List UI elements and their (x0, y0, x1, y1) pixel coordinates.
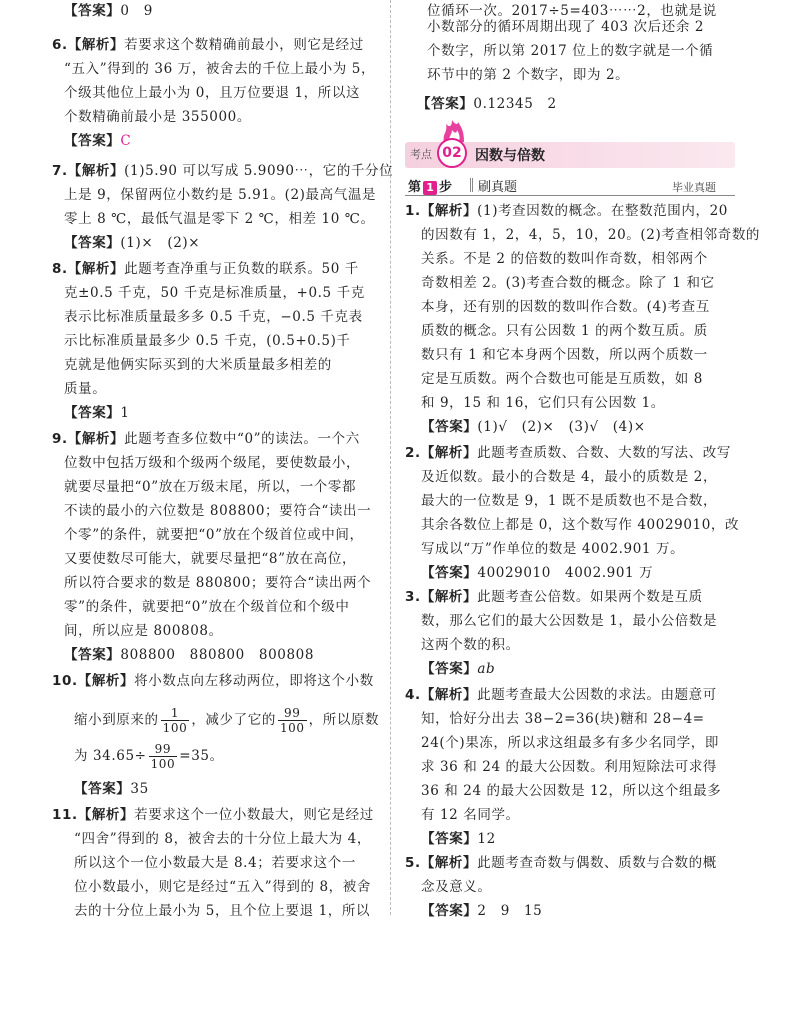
text-line (421, 658, 495, 680)
text-span: 克±0.5 千克，50 千克是标准质量，+0.5 千克 (64, 285, 365, 301)
text-line (64, 354, 332, 376)
text-span: 小数部分的循环周期出现了 403 次后还余 2 (427, 19, 705, 35)
text-span: 此题考查奇数与偶数、质数与合数的概 (477, 855, 717, 871)
text-line (405, 684, 717, 706)
denominator: 100 (279, 721, 305, 735)
step-separator (470, 178, 473, 192)
answer-tag: 【答案】 (64, 235, 121, 251)
text-line (74, 742, 224, 771)
text-span: 此题考查多位数中“0”的读法。一个六 (124, 431, 360, 447)
text-span: 所以符合要求的数是 880800；要符合“读出两个 (64, 575, 372, 591)
answer-tag: 【答案】 (64, 405, 121, 421)
text-span: 去的十分位上最小为 5，且个位上要退 1，所以 (74, 903, 371, 919)
text-span: 质数的概念。只有公因数 1 的两个数互质。质 (421, 323, 708, 339)
text-line (427, 64, 629, 86)
text-line (64, 572, 371, 594)
text-span: 关系。不是 2 的倍数的数叫作奇数，相邻两个 (421, 251, 708, 267)
text-span: (1)考查因数的概念。在整数范围内，20 (477, 203, 728, 219)
question-number: 2. (405, 445, 421, 461)
column-divider (390, 0, 391, 915)
text-span: 质量。 (64, 381, 107, 397)
text-line (64, 500, 371, 522)
text-span: 克就是他俩实际买到的大米质量最多相差的 (64, 357, 332, 373)
text-line (421, 248, 708, 270)
answer-tag: 【解析】 (67, 37, 125, 53)
text-line (421, 538, 684, 560)
text-line (421, 876, 492, 898)
text-span: 缩小到原来的 (74, 712, 159, 728)
text-span: 个数字，所以第 2017 位上的数字就是一个循 (427, 43, 714, 59)
text-span: 1 (120, 405, 130, 421)
question-number: 6. (52, 37, 68, 53)
text-line (64, 402, 130, 424)
text-line (427, 16, 704, 38)
text-line (64, 476, 356, 498)
text-line (421, 634, 520, 656)
question-number: 7. (52, 163, 68, 179)
text-line (421, 756, 717, 778)
text-line (64, 330, 351, 352)
answer-tag: 【答案】 (421, 661, 478, 677)
text-span: 此题考查净重与正负数的联系。50 千 (124, 261, 359, 277)
answer-tag: 【答案】 (74, 781, 131, 797)
answer-tag: 【答案】 (421, 903, 478, 919)
answer-tag: 【答案】 (421, 831, 478, 847)
fraction (278, 706, 307, 735)
text-span: 最大的一位数是 9，1 既不是质数也不是合数， (421, 493, 718, 509)
text-span: “五入”得到的 36 万，被舍去的千位上最小为 5， (64, 61, 376, 77)
text-span: 24(个)果冻，所以求这组最多有多少名同学，即 (421, 735, 720, 751)
text-span: 若要求这个数精确前最小，则它是经过 (124, 37, 364, 53)
text-line (421, 610, 717, 632)
text-span: 的因数有 1，2，4，5，10，20。(2)考查相邻奇数的 (421, 227, 761, 243)
text-span: 表示比标准质量最多多 0.5 千克，−0.5 千克表 (64, 309, 363, 325)
text-line (405, 442, 731, 464)
text-span: 其余各数位上都是 0，这个数写作 40029010，改 (421, 517, 740, 533)
answer-tag: 【答案】 (64, 647, 121, 663)
text-line (64, 106, 251, 128)
answer-tag: 【答案】 (421, 419, 478, 435)
text-span: 36 和 24 的最大公因数是 12，所以这个组最多 (421, 783, 722, 799)
text-line (64, 282, 365, 304)
text-line (421, 828, 496, 850)
answer-tag: 【答案】 (64, 3, 121, 19)
text-line (52, 258, 359, 280)
text-span: 零上 8 ℃，最低气温是零下 2 ℃，相差 10 ℃。 (64, 211, 375, 227)
question-number: 4. (405, 687, 421, 703)
answer-tag: 【解析】 (420, 445, 478, 461)
text-line (421, 416, 646, 438)
text-span: 此题考查公倍数。如果两个数是互质 (477, 589, 703, 605)
text-span: 2 9 15 (477, 903, 543, 919)
text-line (64, 208, 375, 230)
step-number-badge: 1 (423, 181, 437, 195)
answer-tag: 【解析】 (420, 589, 478, 605)
text-span: 上是 9，保留两位小数约是 5.91。(2)最高气温是 (64, 187, 377, 203)
text-span: 环节中的第 2 个数字，即为 2。 (427, 67, 630, 83)
text-line (64, 232, 200, 254)
text-line (421, 804, 520, 826)
answer-tag: 【解析】 (67, 163, 125, 179)
text-span: 又要使数尽可能大，就要尽量把“8”放在高位， (64, 551, 357, 567)
text-span: (1)5.90 可以写成 5.9090⋯，它的千分位 (124, 163, 394, 179)
text-span: C (120, 133, 132, 149)
step-source-label: 毕业真题 (672, 181, 716, 194)
text-line (421, 296, 710, 318)
text-span: 位数中包括万级和个级两个级尾，要使数最小， (64, 455, 361, 471)
text-span: ，所以原数 (308, 712, 380, 728)
text-line (74, 876, 371, 898)
question-number: 5. (405, 855, 421, 871)
text-line (417, 93, 557, 115)
text-line (427, 40, 713, 62)
text-line (421, 780, 721, 802)
answer-tag: 【解析】 (77, 673, 135, 689)
kaodian-label: 考点 (410, 148, 432, 161)
text-span: 定是互质数。两个合数也可能是互质数，如 8 (421, 371, 703, 387)
question-number: 3. (405, 589, 421, 605)
text-span: 若要求这个一位小数最大，则它是经过 (134, 807, 374, 823)
step-suffix: 步 (439, 180, 453, 195)
text-line (74, 828, 371, 850)
text-line (421, 708, 705, 730)
text-span: 间，所以应是 800808。 (64, 623, 223, 639)
text-line (421, 562, 653, 584)
text-span: 数只有 1 和它本身两个因数，所以两个质数一 (421, 347, 708, 363)
text-span: 就要尽量把“0”放在万级末尾，所以，一个零都 (64, 479, 357, 495)
text-line (64, 378, 106, 400)
text-line (64, 452, 360, 474)
text-span: 这两个数的积。 (421, 637, 520, 653)
text-span: 个数精确前最小是 355000。 (64, 109, 251, 125)
text-span: 示比标准质量最多少 0.5 千克，(0.5+0.5)千 (64, 333, 351, 349)
numerator: 1 (161, 706, 190, 721)
text-line (64, 58, 375, 80)
text-line (421, 368, 703, 390)
text-span: 0 9 (120, 3, 153, 19)
text-span: 知，恰好分出去 38−2=36(块)糖和 28−4= (421, 711, 705, 727)
text-line (64, 130, 131, 152)
text-line (421, 392, 665, 414)
answer-tag: 【解析】 (420, 203, 478, 219)
text-span: 此题考查质数、合数、大数的写法、改写 (477, 445, 731, 461)
text-span: ，减少了它的 (191, 712, 276, 728)
text-line (405, 586, 703, 608)
answer-tag: 【答案】 (421, 565, 478, 581)
text-span: 808800 880800 800808 (120, 647, 315, 663)
text-span: “四舍”得到的 8，被舍去的十分位上最大为 4， (74, 831, 371, 847)
text-span: 12 (477, 831, 496, 847)
text-line (64, 524, 364, 546)
text-span: =35。 (179, 748, 224, 764)
text-line (52, 34, 364, 56)
text-line (64, 306, 363, 328)
answer-tag: 【解析】 (420, 855, 478, 871)
text-span: 及近似数。最小的合数是 4，最小的质数是 2， (421, 469, 718, 485)
text-span: (1)× (2)× (120, 235, 201, 251)
text-line (421, 224, 760, 246)
text-line (64, 596, 350, 618)
text-span: (1)√ (2)× (3)√ (4)× (477, 419, 646, 435)
numerator: 99 (149, 742, 178, 757)
text-span: 数，那么它们的最大公因数是 1，最小公倍数是 (421, 613, 718, 629)
text-line (64, 82, 360, 104)
question-number: 8. (52, 261, 68, 277)
answer-tag: 【解析】 (67, 431, 125, 447)
text-span: 所以这个一位小数最大是 8.4；若要求这个一 (74, 855, 356, 871)
text-line (421, 344, 708, 366)
text-span: 为 34.65÷ (74, 748, 147, 764)
text-line (74, 900, 370, 922)
text-span: 此题考查最大公因数的求法。由题意可 (477, 687, 717, 703)
text-line (74, 778, 149, 800)
text-span: 不读的最小的六位数是 808800；要符合“读出一 (64, 503, 372, 519)
text-line (74, 852, 356, 874)
text-line (52, 804, 374, 826)
text-line (64, 644, 314, 666)
step-title: 刷真题 (478, 180, 518, 195)
fraction (149, 742, 178, 771)
text-line (64, 184, 376, 206)
text-line (52, 670, 374, 692)
denominator: 100 (150, 757, 176, 771)
answer-tag: 【解析】 (77, 807, 135, 823)
question-number: 1. (405, 203, 421, 219)
text-span: 求 36 和 24 的最大公因数。利用短除法可求得 (421, 759, 718, 775)
numerator: 99 (278, 706, 307, 721)
text-span: 有 12 名同学。 (421, 807, 520, 823)
section-number-badge: 02 (437, 138, 467, 168)
text-line (421, 900, 542, 922)
text-span: 和 9，15 和 16，它们只有公因数 1。 (421, 395, 665, 411)
question-number: 11. (52, 807, 78, 823)
text-span: 位循环一次。2017÷5=403⋯⋯2，也就是说 (427, 3, 717, 19)
text-span: 40029010 4002.901 万 (477, 565, 654, 581)
text-span: 奇数相差 2。(3)考查合数的概念。除了 1 和它 (421, 275, 715, 291)
section-title: 因数与倍数 (475, 148, 545, 164)
answer-tag: 【答案】 (64, 133, 121, 149)
text-span: 写成以“万”作单位的数是 4002.901 万。 (421, 541, 685, 557)
step-label (408, 176, 452, 195)
text-span: 将小数点向左移动两位，即将这个小数 (134, 673, 374, 689)
text-span: 位小数最小，则它是经过“五入”得到的 8，被舍 (74, 879, 371, 895)
text-span: 个级其他位上最小为 0，且万位要退 1，所以这 (64, 85, 361, 101)
text-span: 0.12345 2 (473, 96, 557, 112)
text-line (421, 732, 719, 754)
text-line (64, 0, 153, 22)
text-span: ab (477, 661, 496, 677)
answer-tag: 【解析】 (420, 687, 478, 703)
fraction (161, 706, 190, 735)
question-number: 9. (52, 431, 68, 447)
text-span: 35 (130, 781, 149, 797)
text-span: 本身，还有别的因数的数叫作合数。(4)考查互 (421, 299, 710, 315)
text-line (74, 706, 380, 735)
text-line (52, 160, 393, 182)
denominator: 100 (162, 721, 188, 735)
text-line (64, 548, 356, 570)
answer-tag: 【答案】 (417, 96, 474, 112)
text-span: 零”的条件，就要把“0”放在个级首位和个级中 (64, 599, 350, 615)
text-span: 念及意义。 (421, 879, 492, 895)
question-number: 10. (52, 673, 78, 689)
text-line (421, 514, 739, 536)
text-line (405, 200, 728, 222)
text-line (421, 490, 717, 512)
text-line (52, 428, 360, 450)
text-line (421, 466, 717, 488)
text-line (64, 620, 223, 642)
text-line (405, 852, 717, 874)
step-prefix: 第 (408, 180, 422, 195)
answer-tag: 【解析】 (67, 261, 125, 277)
text-line (421, 320, 708, 342)
text-span: 个零”的条件，就要把“0”放在个级首位或中间， (64, 527, 364, 543)
text-line (421, 272, 715, 294)
